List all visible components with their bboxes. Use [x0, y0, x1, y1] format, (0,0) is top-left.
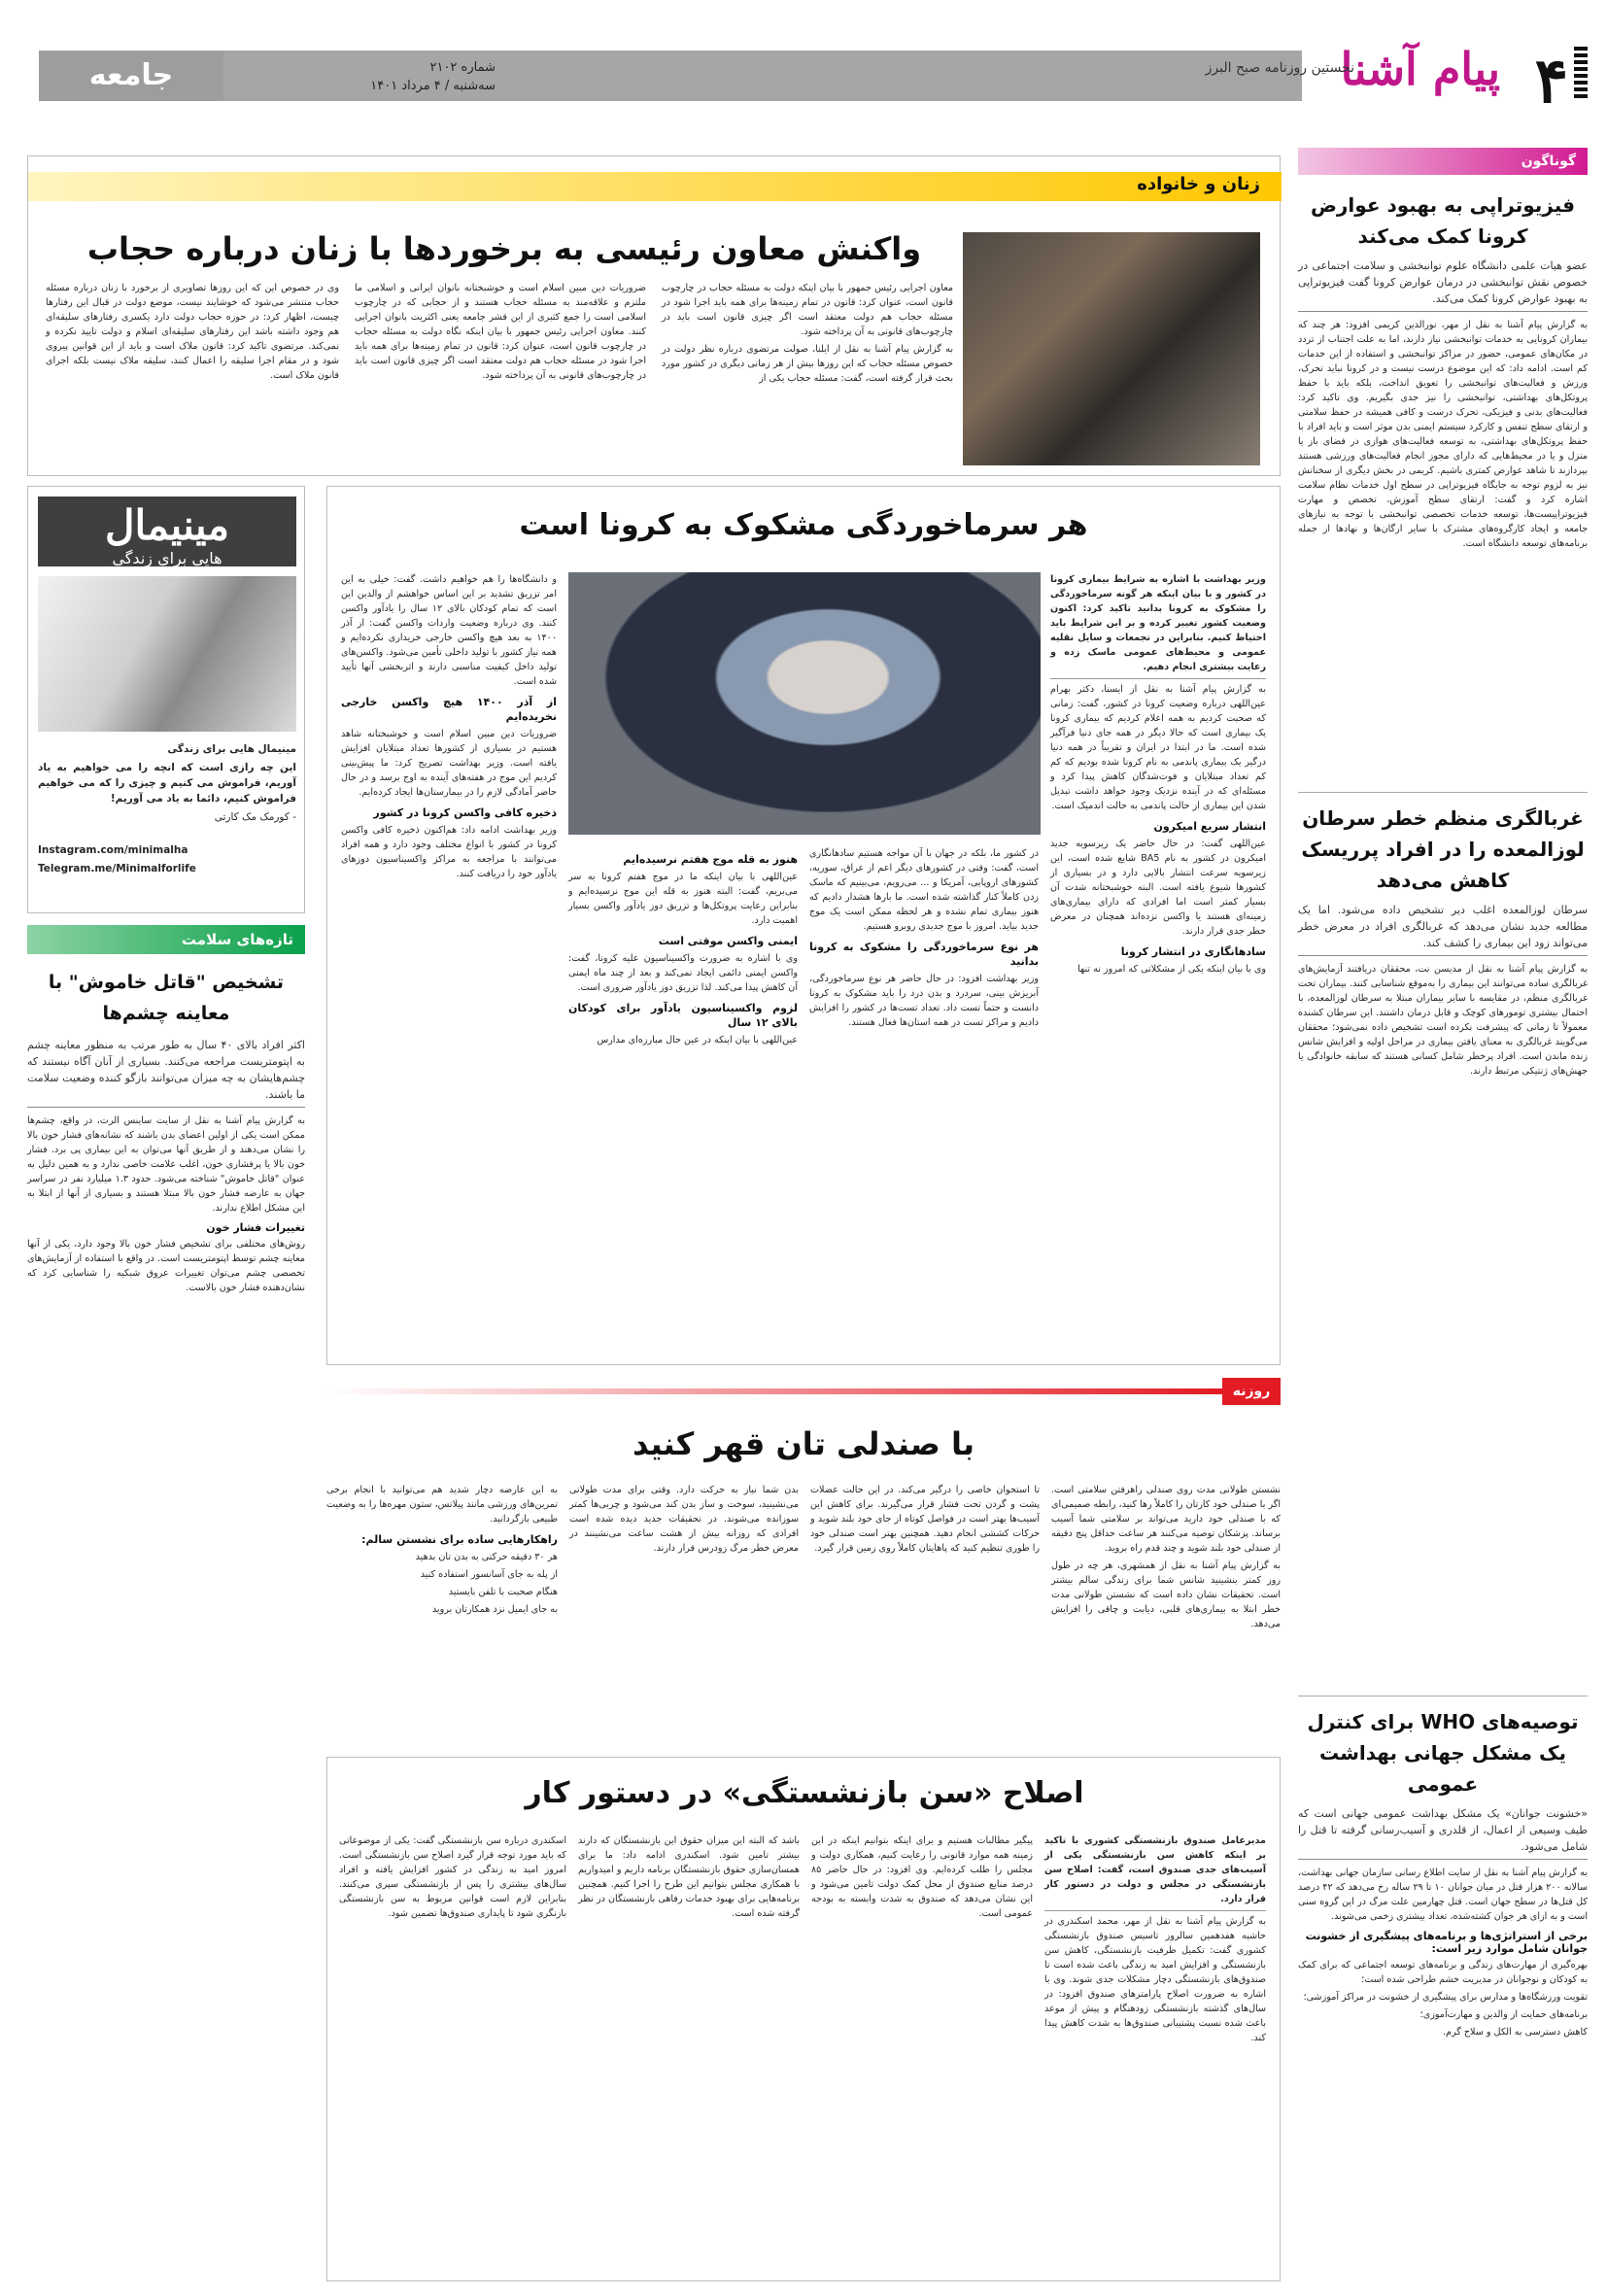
retirement-col-4: اسکندری درباره سن بازنشستگی گفت: یکی از موضوعاتی که باید مورد توجه قرار گیرد اصلاح سن بازنشستگی است. امروز امید به زندگی در کشور افزایش یافته و افراد سال‌های بیشتری را پس از بازنشستگی سپری می‌کنند. بنابراین لازم است قوانین مربوط به سن بازنشستگی بازنگری شود تا پایداری صندوق‌ها تضمین شود. — [339, 1835, 566, 1919]
retirement-lead: مدیرعامل صندوق بازنشستگی کشوری با تاکید بر اینکه کاهش سن بازنشستگی یکی از آسیب‌های جدی صندوق است، گفت: اصلاح سن بازنشستگی در مجلس و دولت در دستور کار قرار دارد. — [1044, 1833, 1266, 1911]
daily-subhead: راهکارهایی ساده برای نشستن سالم: — [361, 1533, 558, 1546]
corona-col-1-p3: وی با بیان اینکه یکی از مشکلاتی که امروز نه تنها — [1077, 964, 1266, 975]
corona-col-3-p3: عین‌اللهی با بیان اینکه در عین حال مبارزه‌ای مدارس — [597, 1035, 798, 1045]
women-section — [27, 155, 1281, 476]
misc-article-3-lead: «خشونت جوانان» یک مشکل بهداشت عمومی جهانی است که طیف وسیعی از اعمال، از قلدری و آسیب‌رسانی گرفته تا قتل را شامل می‌شود. — [1298, 1805, 1588, 1860]
corona-section — [326, 486, 1281, 1365]
issue-info — [321, 58, 496, 95]
header-bar — [39, 51, 1302, 101]
women-col-1-p2: به گزارش پیام آشنا به نقل از ایلنا، صولت مرتضوی درباره نظر دولت در خصوص مسئله حجاب که این روزها بیش از هر زمانی دیگری در کشور مورد بحث قرار گرفته است، گفت: مسئله حجاب یکی از — [662, 344, 953, 384]
health-news-body-2: روش‌های مختلفی برای تشخیص فشار خون بالا وجود دارد، یکی از آنها معاینه چشم توسط اپتومتریست است. در واقع با استفاده از آزمایش‌های تخصصی چشم می‌توان تغییرات عروق شبکیه را شناسایی کرد که نشان‌دهنده فشار خون بالاست. — [27, 1239, 305, 1293]
bullet-item: کاهش دسترسی به الکل و سلاح گرم. — [1442, 2027, 1588, 2038]
women-col-3: وی در خصوص این که این روزها تصاویری از برخورد با زنان درباره مسئله حجاب منتشر می‌شود که خوشایند نیست، موضع دولت در قبال این رفتارها چیست، اظهار کرد: در حوزه حجاب دولت دارد یکسری رفتارهای سلیقه‌ای هم وجود داشته باشد این رفتارهای سلیقه‌ای اسلام و دولت تایید نکرده و نمی‌کند. مرتضوی تاکید کرد: قانون ملاک است و باید از این قوانین پیروی شود و در مقام اجرا سلیقه را اعمال کنند، سلیقه ملاک نیست بلکه اجرای قانون ملاک است. — [46, 283, 339, 381]
corona-col-2-p2: وزیر بهداشت افزود: در حال حاضر هر نوع سرماخوردگی، آبریزش بینی، سردرد و بدن درد را باید مشکوک به کرونا دانست و حتماً تست داد. تعداد تست‌ها در کشور را افزایش دادیم و مراکز تست در همه استان‌ها فعال هستند. — [809, 974, 1039, 1028]
minimal-box — [27, 486, 305, 913]
misc-article-2-body: به گزارش پیام آشنا به نقل از مدیسن نت، محققان دریافتند آزمایش‌های غربالگری ساده می‌توانند این بیماری را به‌موقع شناسایی کنند. بیماران تحت غربالگری منظم، در مقایسه با سایر بیماران مبتلا به سرطان لوزالمعده، با احتمال بیشتری تومورهای کوچک و قابل درمان داشتند. این سرطان کشنده معمولاً تا زمانی که پیشرفت نکرده است تشخیص داده نمی‌شود؛ محققان می‌گویند غربالگری به معنای یافتن بیماری در مراحل اولیه و افزایش شانس زنده ماندن است. افراد پرخطر شامل کسانی هستند که سابقه خانوادگی یا جهش‌های ژنتیکی مرتبط دارند. — [1298, 964, 1588, 1077]
health-news-headline: تشخیص "قاتل خاموش" با معاینه چشم‌ها — [48, 972, 285, 1024]
daily-header — [326, 1378, 1281, 1405]
newspaper-logo: پیام آشنا — [1340, 43, 1500, 95]
tagline: نخستین روزنامه صبح البرز — [1205, 60, 1354, 76]
daily-col-4 — [326, 1483, 558, 1620]
corona-col-4-p3: وزیر بهداشت ادامه داد: هم‌اکنون ذخیره کافی واکسن کرونا در کشور با انواع مختلف وجود دارد و همه افراد می‌توانند با مراجعه به مراکز واکسیناسیون دوزهای یادآور خود را دریافت کنند. — [341, 825, 557, 879]
corona-col-3-p2: وی با اشاره به ضرورت واکسیناسیون علیه کرونا، گفت: واکسن ایمنی دائمی ایجاد نمی‌کند و بعد از چند ماه ایمنی آن کاهش پیدا می‌کند. لذا تزریق دوز یادآور ضروری است. — [568, 953, 798, 993]
minister-photo — [568, 572, 1041, 835]
minimal-subtitle: هایی برای زندگی — [112, 549, 222, 567]
corona-subhead-immunity: ایمنی واکسن موقتی است — [658, 935, 798, 947]
section-name: جامعه — [39, 51, 223, 101]
misc-label: گوناگون — [1298, 148, 1588, 175]
corona-lead: وزیر بهداشت با اشاره به شرایط بیماری کرونا در کشور و با بیان اینکه هر گونه سرماخوردگی را مشکوک به کرونا بدانید تاکید کرد: اکنون وضعیت کشور تغییر کرده و بر این شرایط باید احتیاط کنیم. بنابراین در تجمعات و سایل نقلیه عمومی و محیط‌های عمومی ماسک زده و رعایت بیشتری انجام دهیم. — [1050, 572, 1266, 679]
corona-subhead-cold: هر نوع سرماخوردگی را مشکوک به کرونا بدانید — [809, 941, 1039, 968]
women-band — [28, 172, 1282, 201]
minimal-quote: این چه رازی است که انچه را می خواهیم به یاد آوریم، فراموش می کنیم و چیزی را که می خواهیم فراموش کنیم، دائما به یاد می آوریم! — [38, 762, 296, 805]
misc-article-2-lead: سرطان لوزالمعده اغلب دیر تشخیص داده می‌شود. اما یک مطالعه جدید نشان می‌دهد که غربالگری افراد در معرض خطر می‌تواند زود این بیماری را کشف کند. — [1298, 902, 1588, 956]
issue-date: سه‌شنبه / ۴ مرداد ۱۴۰۱ — [370, 79, 496, 93]
minimal-link-telegram[interactable]: Telegram.me/Minimalforlife — [38, 863, 196, 874]
misc-article-2-headline: غربالگری منظم خطر سرطان لوزالمعده را در افراد پرریسک کاهش می‌دهد — [1301, 806, 1585, 892]
daily-col-1 — [1051, 1483, 1281, 1634]
page-number: ۴ — [1534, 45, 1568, 118]
women-headline: واکنش معاون رئیسی به برخوردها با زنان درباره حجاب — [86, 230, 922, 267]
corona-col-4-p1: و دانشگاه‌ها را هم خواهیم داشت. گفت: خیلی به این امر تزریق تشدید بر این اساس خواهشم از والدین این است که تمام کودکان بالای ۱۲ سال را یادآور واکسن کنند. وی درباره وضعیت واردات واکسن گفت: از آذر ۱۴۰۰ به بعد هیچ واکسن خارجی خریداری نکرده‌ایم و همه نیاز کشور با تولید داخلی تأمین می‌شود. واکسن‌های تولید داخل کیفیت مناسبی دارند و اثربخشی آنها تأیید شده است. — [341, 574, 558, 687]
bullet-item: بهره‌گیری از مهارت‌های زندگی و برنامه‌های توسعه اجتماعی که برای کمک به کودکان و نوجوانان در مدیریت خشم طراحی شده است؛ — [1298, 1960, 1588, 1985]
corona-subhead-reserve: ذخیره کافی واکسن کرونا در کشور — [373, 806, 557, 819]
minimal-author: - کورمک مک کارتی — [214, 811, 296, 823]
masthead — [0, 0, 1607, 146]
minimal-caption — [38, 741, 296, 879]
bullet-item: هنگام صحبت با تلفن بایستید — [448, 1587, 558, 1597]
women-col-2: ضروریات دین مبین اسلام است و خوشبختانه بانوان ایرانی و اسلامی ما ملتزم و علاقه‌مند به مسئله حجاب هستند و از حجابی که در چارچوب اسلامی است را جمع کثیری از این قشر جامعه یعنی اکثریت بانوان اجرایی کنند. معاون اجرایی رئیس جمهور با بیان اینکه نگاه دولت به مسئله حجاب در چارچوب قانون است، عنوان کرد: قانون در تمام زمینه‌ها برای همه باید اجرا شود در مسئله حجاب هم دولت معتقد است اگر چیزی قانون است باید در چارچوب‌های قانونی به آن پرداخته شود. — [355, 283, 646, 381]
corona-col-1 — [1050, 572, 1266, 979]
bullet-item: برنامه‌های حمایت از والدین و مهارت‌آموزی؛ — [1419, 2009, 1588, 2020]
retirement-col-3: باشد که البته این میزان حقوق این بازنشستگان که دارند بیشتر تامین شود. اسکندری ادامه داد: ما برای همسان‌سازی حقوق بازنشستگان برنامه داریم و امیدواریم با همکاری مجلس بتوانیم این طرح را اجرا کنیم. همچنین برنامه‌هایی برای بهبود خدمات رفاهی بازنشستگان در نظر گرفته شده است. — [578, 1835, 800, 1919]
health-news-subhead: تغییرات فشار خون — [206, 1221, 305, 1234]
minimal-title: مینیمال — [38, 497, 296, 566]
daily-bar — [326, 1388, 1222, 1394]
daily-col-4-p1: به این عارضه دچار شدید هم می‌توانید با انجام برخی تمرین‌های ورزشی مانند پیلاتس، ستون مهره‌ها را به وضعیت طبیعی بازگردانید. — [326, 1485, 558, 1525]
corona-subhead-omicron: انتشار سریع امیکرون — [1153, 820, 1266, 833]
issue-number: شماره ۲۱۰۲ — [429, 60, 496, 75]
retirement-headline: اصلاح «سن بازنشستگی» در دستور کار — [525, 1776, 1084, 1810]
bullet-item: از پله به جای آسانسور استفاده کنید — [420, 1569, 558, 1580]
daily-headline: با صندلی تان قهر کنید — [633, 1425, 974, 1462]
retirement-col-1 — [1044, 1833, 1266, 2048]
daily-col-1-p2: به گزارش پیام آشنا به نقل از همشهری، هر چه در طول روز کمتر بنشینید شانس شما برای زندگی سالم بیشتر است. تحقیقات نشان داده است که نشستن طولانی مدت خطر ابتلا به بیماری‌های قلبی، دیابت و چاقی را افزایش می‌دهد. — [1051, 1560, 1281, 1629]
corona-col-4 — [341, 572, 557, 884]
women-col-1 — [662, 281, 953, 389]
corona-subhead-peak: هنوز به قله موج هفتم نرسیده‌ایم — [623, 853, 798, 866]
daily-col-2: تا استخوان خاصی را درگیر می‌کند. در این حالت عضلات پشت و گردن تحت فشار قرار می‌گیرند. برای کاهش این آسیب‌ها بهتر است در فواصل کوتاه از جای خود بلند شوید و حرکات کششی انجام دهید. همچنین بهتر است صندلی خود را طوری تنظیم کنید که پاهایتان کاملاً روی زمین قرار گیرد. — [810, 1485, 1040, 1554]
misc-article-1-lead: عضو هیات علمی دانشگاه علوم توانبخشی و سلامت اجتماعی در خصوص نقش توانبخشی در درمان عوارض کرونا گفت فیزیوتراپی به بهبود عوارض کرونا کمک می‌کند. — [1298, 257, 1588, 312]
misc-article-3-bullets — [1298, 1958, 1588, 2039]
health-news-article — [27, 967, 305, 2279]
stripes-decoration — [1574, 47, 1588, 103]
bullet-item: هر ۳۰ دقیقه حرکتی به بدن تان بدهید — [415, 1552, 558, 1562]
health-news-body: به گزارش پیام آشنا به نقل از سایت ساینس الرت، در واقع، چشم‌ها ممکن است یکی از اولین اعضای بدن باشند که نشانه‌های فشار خون بالا را نشان می‌دهند و از طریق آنها می‌توان به این بیماری پی برد. فشار خون بالا یا پرفشاری خون، اغلب علامت خاصی ندارد و به همین دلیل به عنوان "قاتل خاموش" شناخته می‌شود. حدود ۱.۳ میلیارد نفر در سراسر جهان به عارضه فشار خون بالا مبتلا هستند و بسیاری از آنها از ابتلا به این مشکل اطلاع ندارند. — [27, 1115, 305, 1214]
health-news-label: تازه‌های سلامت — [27, 925, 305, 954]
misc-article-1-body: به گزارش پیام آشنا به نقل از مهر، نورالدین کریمی افزود: هر چند که بیماران کرونایی به خدمات توانبخشی نیاز دارند، اما به علت اجتناب از تردد در مکان‌های عمومی، حضور در مراکز توانبخشی و استفاده از این خدمات کم است. ادامه داد: که این موضوع درست نیست و در کرونا نباید تحرک، ورزش و فعالیت‌های توانبخشی را تعویق انداخت، بلکه باید با حفظ پروتکل‌های بهداشتی، توانبخشی را نیز جدی بگیریم. وی تاکید کرد: فعالیت‌های بدنی و فیزیکی، تحرک درست و کافی همیشه در حفظ سلامتی و ارتقای سطح تنفس و کارکرد سیستم ایمنی بدن موثر است و باید افراد با حفظ پروتکل‌های بهداشتی، به توسعه فعالیت‌های هوازی در فضای باز یا منزل و یا در محیط‌هایی که دارای مجوز انجام فعالیت‌های ورزشی هستند بپردازند تا شاهد عوارض کمتری باشیم. کریمی در بخش دیگری از سخنانش نیز به لزوم توجه به جایگاه فیزیوتراپی در سطح اول خدمات نظام سلامت اشاره کرد و گفت: ارتقای سطح آموزش، تخصص و مهارت فیزیوتراپیست‌ها، توسعه خدمات تخصصی توانبخشی با توجه به نیازهای جامعه و ایجاد کارگروه‌های مشترک با سایر ارگان‌ها و نهادها از جمله برنامه‌های توسعه دانشگاه است. — [1298, 320, 1588, 549]
minimal-caption-title: مینیمال هایی برای زندگی — [167, 743, 296, 755]
hijab-photo — [963, 232, 1260, 465]
bullet-item: به جای ایمیل نزد همکارتان بروید — [431, 1604, 558, 1615]
corona-col-2-p1: در کشور ما، بلکه در جهان با آن مواجه هستیم سادهانگاری است، گفت: وقتی در کشورهای دیگر اعم از عراق، سوریه، کشورهای اروپایی، آمریکا و ... می‌رویم، می‌بینیم که ماسک زدن کاملاً کنار گذاشته شده است. ما بارها هشدار دادیم که هنوز بیماری تمام نشده و هر لحظه ممکن است یک موج جدید بیاید. امروز با موج جدیدی روبرو هستیم. — [809, 848, 1039, 932]
corona-col-2 — [809, 846, 1039, 1033]
misc-article-3 — [1298, 1696, 1588, 2279]
retirement-section — [326, 1757, 1281, 2281]
health-news-lead: اکثر افراد بالای ۴۰ سال به طور مرتب به منظور معاینه چشم به اپتومتریست مراجعه می‌کنند. بسیاری از آنان آگاه نیستند که چشم‌هایشان به چه میزان می‌توانند بازگو کننده وضعیت سلامت ما باشند. — [27, 1037, 305, 1108]
corona-subhead-children: لزوم واکسیناسیون یادآور برای کودکان بالای ۱۲ سال — [568, 1002, 798, 1029]
corona-col-1-p2: عین‌اللهی گفت: در حال حاضر یک زیرسویه جدید امیکرون در کشور به نام BA5 شایع شده است، این زیرسویه سرعت انتشار بالایی دارد و در بسیاری از کشورها شیوع یافته است. البته خوشبختانه شدت آن بسیار کمتر است اما افرادی که دارای بیماری‌های زمینه‌ای هستند یا واکسن نزده‌اند همچنان در معرض خطر جدی قرار دارند. — [1050, 839, 1267, 937]
misc-article-3-body: به گزارش پیام آشنا به نقل از سایت اطلاع رسانی سازمان جهانی بهداشت، سالانه ۲۰۰ هزار قتل در میان جوانان ۱۰ تا ۲۹ ساله رخ می‌دهد که ۴۲ درصد کل قتل‌ها در سطح جهان است. قتل چهارمین علت مرگ در این گروه سنی است و به ازای هر جوان کشته‌شده، تعداد بیشتری زخمی می‌شوند. — [1298, 1868, 1588, 1922]
corona-col-3-p1: عین‌اللهی با بیان اینکه ما در موج هفتم کرونا به سر می‌بریم، گفت: البته هنوز به قله این موج نرسیده‌ایم و بنابراین رعایت پروتکل‌ها و تزریق دوز یادآور واکسن بسیار اهمیت دارد. — [568, 872, 798, 926]
misc-article-2 — [1298, 792, 1588, 1297]
bullet-item: تقویت ورزشگاه‌ها و مدارس برای پیشگیری از خشونت در مراکز آموزشی؛ — [1303, 1992, 1588, 2003]
daily-section — [326, 1378, 1281, 1747]
misc-article-1 — [1298, 189, 1588, 772]
minimal-link-instagram[interactable]: Instagram.com/minimalha — [38, 844, 188, 856]
daily-col-1-p1: نشستن طولانی مدت روی صندلی راهرفتن سلامتی است. اگر با صندلی خود کارتان را کاملاً رها کنید، رابطه صمیمی‌ای که با صندلی خود دارید می‌تواند بر سلامتی شما آسیب برساند. پزشکان توصیه می‌کنند هر ساعت حداقل پنج دقیقه از صندلی خود بلند شوید و چند قدم راه بروید. — [1051, 1485, 1281, 1554]
misc-article-3-headline: توصیه‌های WHO برای کنترل یک مشکل جهانی بهداشت عمومی — [1307, 1710, 1579, 1796]
misc-article-1-headline: فیزیوتراپی به بهبود عوارض کرونا کمک می‌کند — [1311, 193, 1575, 248]
corona-col-4-p2: ضروریات دین مبین اسلام است و خوشبختانه شاهد هستیم در بسیاری از کشورها تعداد مبتلایان افزایش یافته است. وزیر بهداشت تصریح کرد: ما پیش‌بینی کردیم این موج در هفته‌های آینده به اوج برسد و در حال حاضر آمادگی لازم را در بیمارستان‌ها ایجاد کرده‌ایم. — [341, 729, 557, 798]
misc-article-3-subhead: برخی از استراتژی‌ها و برنامه‌های پیشگیری از خشونت جوانان شامل موارد زیر است: — [1305, 1930, 1588, 1955]
women-col-1-p1: معاون اجرایی رئیس جمهور با بیان اینکه دولت به مسئله حجاب در چارچوب قانون است، عنوان کرد: قانون در تمام زمینه‌ها برای همه باید اجرا شود در مسئله حجاب هم دولت معتقد است اگر چیزی قانون است باید در چارچوب‌های قانونی به آن پرداخته شود. — [662, 283, 953, 337]
women-section-label: زنان و خانواده — [1137, 174, 1260, 194]
retirement-col-2: پیگیر مطالبات هستیم و برای اینکه بتوانیم اینکه در این زمینه همه موارد قانونی را رعایت کنیم، همکاری دولت و مجلس را طلب کرده‌ایم. وی افزود: در حال حاضر ۸۵ درصد منابع صندوق از محل کمک دولت تامین می‌شود و این نشان می‌دهد که صندوق به شدت وابسته به بودجه عمومی است. — [811, 1835, 1033, 1919]
daily-tab: روزنه — [1222, 1378, 1281, 1405]
author-portrait — [38, 576, 296, 732]
corona-subhead-simplification: سادهانگاری در انتشار کرونا — [1120, 945, 1266, 958]
corona-subhead-no-import: از آذر ۱۴۰۰ هیچ واکسن خارجی نخریده‌ایم — [341, 696, 558, 723]
corona-col-3 — [568, 846, 798, 1050]
retirement-col-1-p1: به گزارش پیام آشنا به نقل از مهر، محمد اسکندری در حاشیه هفدهمین سالروز تاسیس صندوق بازنشستگی کشوری گفت: تکمیل ظرفیت بازنشستگی، کاهش سن بازنشستگی و افزایش امید به زندگی باعث شده است تا صندوق‌های بازنشستگی دچار مشکلات جدی شوند. وی با اشاره به ضرورت اصلاح پارامترهای صندوق افزود: در سال‌های گذشته بازنشستگی زودهنگام و پیش از موعد باعث شده نسبت پشتیبانی صندوق‌ها به شدت کاهش پیدا کند. — [1044, 1916, 1266, 2043]
corona-col-1-p1: به گزارش پیام آشنا به نقل از ایسنا، دکتر بهرام عین‌اللهی درباره وضعیت کرونا در کشور، گفت: زمانی که صحبت کردیم به همه اعلام کردیم که بیماری کرونا یک بیماری است که حالا دیگر در همه جای دنیا فرآگیر شده است. ما در ابتدا در ایران و تقریباً در همه دنیا درگیر یک بیماری پاندمی به نام کرونا شده بودیم که کم کم تعداد مبتلایان و فوت‌شدگان کاهش پیدا کرد و مسئله‌ای که در آینده نزدیک وجود خواهد داشت تبدیل شدن این بیماری از حالت پاندمی به حالت اندمیک است. — [1050, 684, 1266, 811]
daily-col-3: بدن شما نیاز به حرکت دارد. وقتی برای مدت طولانی می‌نشینید، سوخت و ساز بدن کند می‌شود و چربی‌ها کمتر سوزانده می‌شوند. در تحقیقات جدید دیده شده است افرادی که روزانه بیش از هشت ساعت می‌نشینند در معرض خطر مرگ زودرس قرار دارند. — [569, 1485, 799, 1554]
corona-headline: هر سرماخوردگی مشکوک به کرونا است — [519, 508, 1088, 542]
